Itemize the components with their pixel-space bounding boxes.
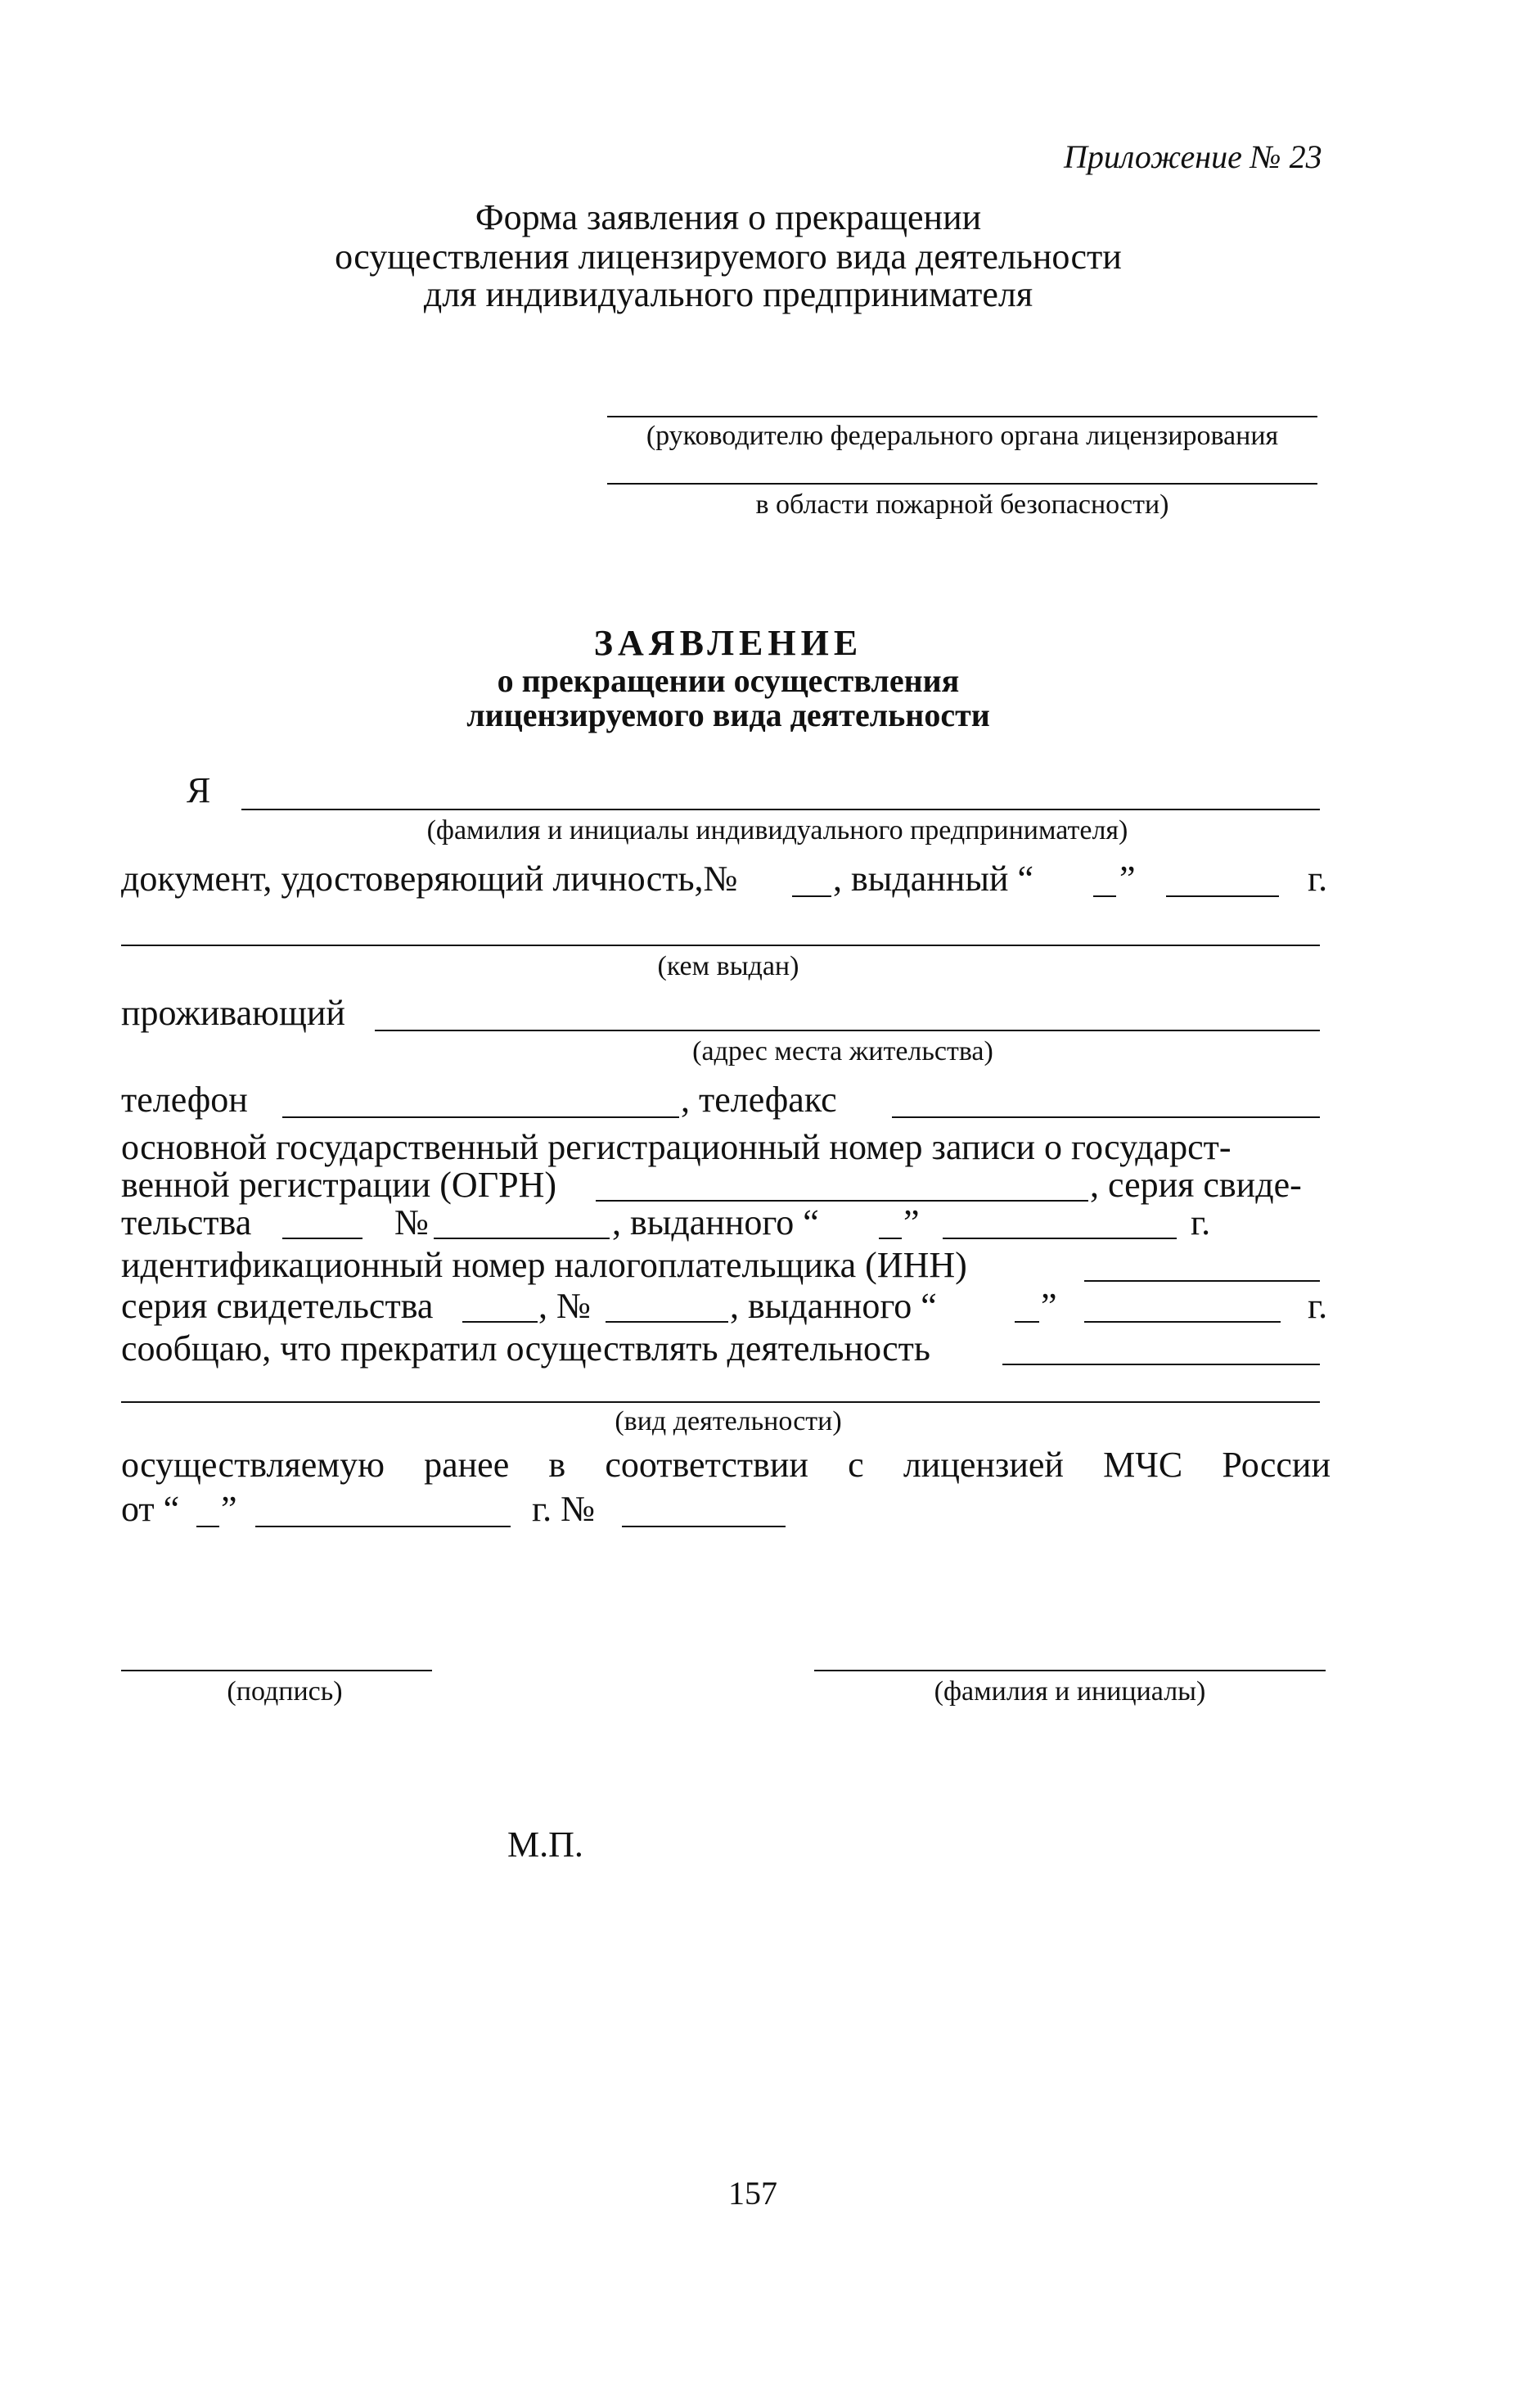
- form-title-line-3: для индивидуального предпринимателя: [423, 274, 1033, 314]
- address-line[interactable]: [375, 1030, 1320, 1031]
- stopped-label: сообщаю, что прекратил осуществлять деятельность: [121, 1328, 930, 1369]
- inn-issued-label: , выданного “: [730, 1286, 937, 1326]
- signature-caption: (подпись): [227, 1676, 343, 1707]
- inn-cert-number-line[interactable]: [606, 1321, 728, 1323]
- page-number: 157: [728, 2175, 777, 2212]
- doc-issued-label: , выданный “: [833, 859, 1033, 899]
- ya-label: Я: [187, 770, 211, 810]
- fax-label: , телефакс: [681, 1080, 837, 1120]
- addressee-line-2[interactable]: [607, 483, 1317, 485]
- ogrn-num-sign: №: [394, 1202, 429, 1242]
- statement-subtitle-1: о прекращении осуществления: [497, 662, 960, 699]
- addressee-caption-1: (руководителю федерального органа лицензирования: [646, 421, 1279, 451]
- addressee-caption-2: в области пожарной безопасности): [755, 489, 1169, 520]
- statement-subtitle-2: лицензируемого вида деятельности: [466, 697, 990, 733]
- ogrn-series-label: , серия свиде-: [1090, 1165, 1302, 1205]
- inn-year-label: г.: [1308, 1286, 1328, 1326]
- doc-quote-close: ”: [1119, 859, 1136, 899]
- license-line: осуществляемую ранее в соответствии с лицензией МЧС России: [121, 1445, 1331, 1485]
- residing-label: проживающий: [121, 993, 345, 1033]
- cert-word: тельства: [121, 1202, 252, 1242]
- ogrn-line-1: основной государственный регистрационный номер записи о государст-: [121, 1127, 1232, 1167]
- license-from-label: от “: [121, 1489, 180, 1529]
- activity-line-2[interactable]: [121, 1401, 1320, 1403]
- inn-date-line[interactable]: [1084, 1321, 1281, 1323]
- issued-by-line[interactable]: [121, 945, 1320, 946]
- activity-line-1[interactable]: [1002, 1364, 1320, 1365]
- ogrn-date-line[interactable]: [943, 1238, 1177, 1239]
- doc-label: документ, удостоверяющий личность,№: [121, 859, 738, 899]
- ogrn-line-2: венной регистрации (ОГРН): [121, 1165, 557, 1205]
- phone-line[interactable]: [282, 1116, 679, 1118]
- fax-line[interactable]: [892, 1116, 1320, 1118]
- phone-label: телефон: [121, 1080, 248, 1120]
- form-title-line-1: Форма заявления о прекращении: [475, 197, 982, 237]
- license-date-line[interactable]: [255, 1526, 511, 1527]
- license-year-num-label: г. №: [532, 1489, 596, 1529]
- addressee-line-1[interactable]: [607, 416, 1317, 417]
- license-quote-close: ”: [221, 1489, 237, 1529]
- fio-line[interactable]: [241, 809, 1320, 810]
- doc-day-line[interactable]: [1093, 895, 1116, 897]
- activity-caption: (вид деятельности): [615, 1406, 842, 1436]
- name-caption: (фамилия и инициалы): [934, 1676, 1206, 1707]
- statement-heading: ЗАЯВЛЕНИЕ: [593, 623, 863, 663]
- inn-cert-series-label: серия свидетельства: [121, 1286, 434, 1326]
- appendix-label: Приложение № 23: [1064, 138, 1322, 175]
- ogrn-cert-number-line[interactable]: [434, 1238, 610, 1239]
- issued-by-caption: (кем выдан): [657, 951, 799, 981]
- doc-date-line[interactable]: [1166, 895, 1279, 897]
- ogrn-year-label: г.: [1191, 1202, 1211, 1242]
- ogrn-day-line[interactable]: [879, 1238, 902, 1239]
- doc-year-label: г.: [1308, 859, 1328, 899]
- ogrn-quote-close: ”: [903, 1202, 920, 1242]
- inn-cert-series-line[interactable]: [462, 1321, 538, 1323]
- stamp-label: М.П.: [507, 1824, 583, 1865]
- ogrn-issued-label: , выданного “: [612, 1202, 819, 1242]
- doc-number-line[interactable]: [792, 895, 831, 897]
- inn-num-label: , №: [538, 1286, 591, 1326]
- name-line[interactable]: [814, 1670, 1326, 1671]
- inn-quote-close: ”: [1041, 1286, 1057, 1326]
- signature-line[interactable]: [121, 1670, 432, 1671]
- inn-label: идентификационный номер налогоплательщика (ИНН): [121, 1245, 967, 1285]
- license-day-line[interactable]: [196, 1526, 219, 1527]
- form-title-line-2: осуществления лицензируемого вида деятельности: [335, 237, 1122, 277]
- inn-line[interactable]: [1084, 1280, 1320, 1282]
- inn-day-line[interactable]: [1015, 1321, 1039, 1323]
- address-caption: (адрес места жительства): [692, 1036, 993, 1066]
- fio-caption: (фамилия и инициалы индивидуального предпринимателя): [426, 815, 1128, 846]
- license-number-line[interactable]: [622, 1526, 786, 1527]
- ogrn-cert-series-line[interactable]: [282, 1238, 362, 1239]
